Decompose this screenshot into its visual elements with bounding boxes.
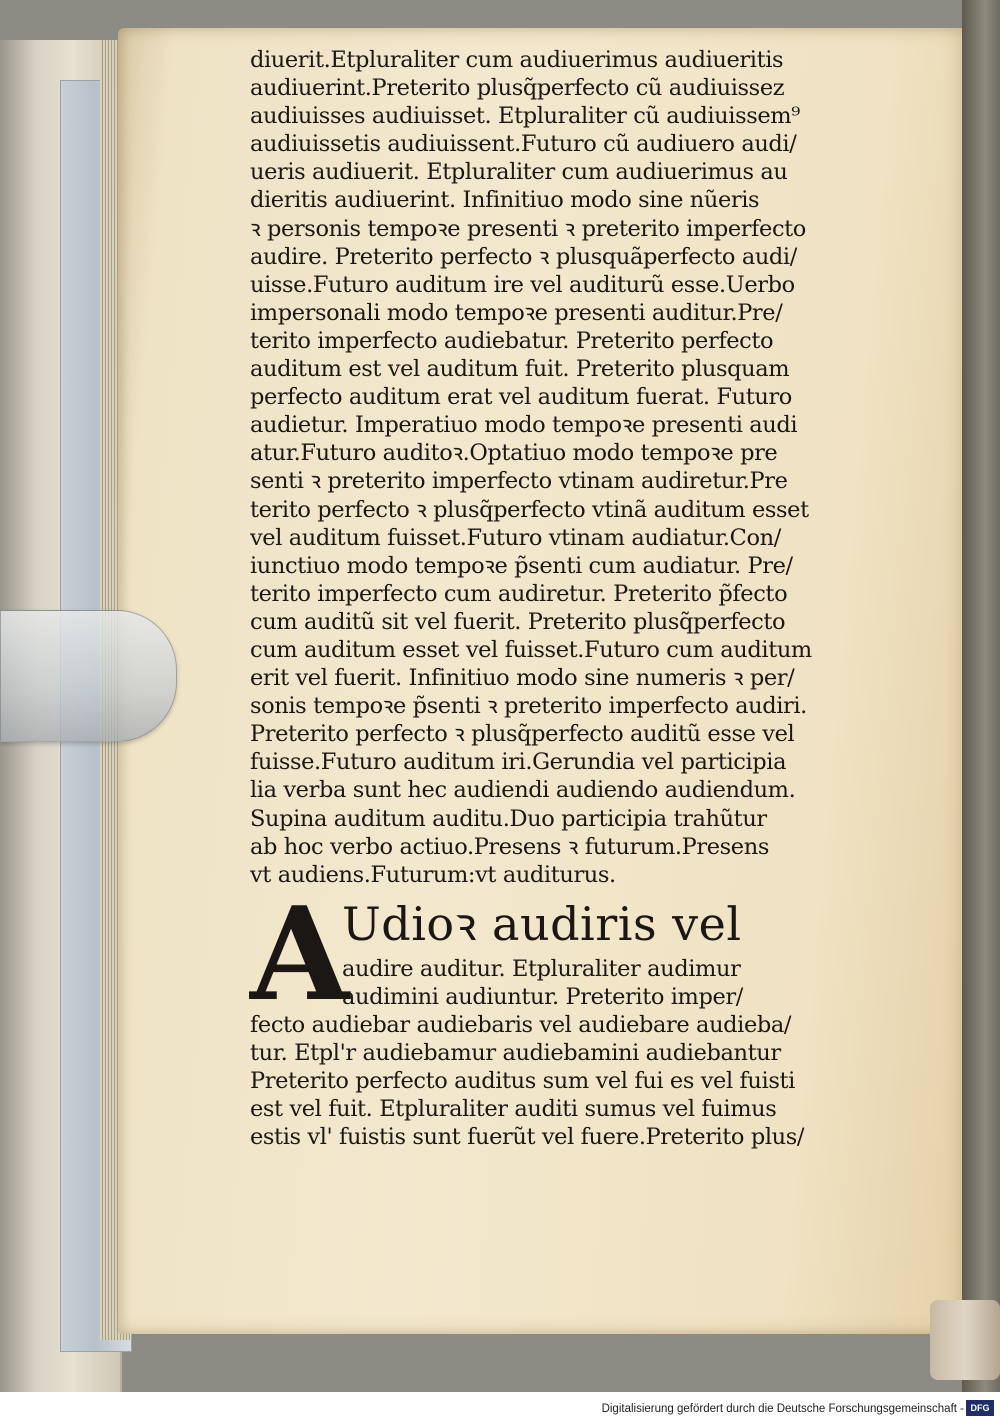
text-line: dieritis audiuerint. Infinitiuo modo sine nũeris bbox=[250, 187, 760, 214]
heading-large-line: Udioꝛ audiris vel bbox=[342, 896, 742, 951]
dfg-logo: DFG bbox=[966, 1400, 994, 1416]
text-line: terito imperfecto cum audiretur. Preterito p̃fecto bbox=[250, 580, 788, 607]
text-line: audire auditur. Etpluraliter audimur bbox=[342, 955, 741, 982]
decorated-initial: A bbox=[250, 879, 349, 1030]
text-line: audiuisses audiuisset. Etpluraliter cũ audiuissem⁹ bbox=[250, 103, 800, 130]
main-text-lines bbox=[250, 46, 878, 889]
text-line: terito perfecto ꝛ plusq̃perfecto vtinã auditum esset bbox=[250, 496, 809, 523]
text-line: Supina auditum auditu.Duo participia trahũtur bbox=[250, 805, 767, 832]
text-line: lia verba sunt hec audiendi audiendo audiendum. bbox=[250, 777, 796, 804]
text-line: iunctiuo modo tempoꝛe p̃senti cum audiatur. Pre/ bbox=[250, 552, 793, 579]
text-line: ueris audiuerit. Etpluraliter cum audiuerimus au bbox=[250, 159, 788, 186]
digitization-credit: Digitalisierung gefördert durch die Deutsche Forschungsgemeinschaft - bbox=[601, 1403, 964, 1415]
book-gutter-edge bbox=[962, 0, 1000, 1392]
text-line: audiuerint.Preterito plusq̃perfecto cũ audiuissez bbox=[250, 75, 785, 102]
text-line: audietur. Imperatiuo modo tempoꝛe presenti audi bbox=[250, 412, 798, 439]
spine-strap bbox=[930, 1300, 1000, 1380]
page-text bbox=[250, 46, 878, 1151]
text-line: erit vel fuerit. Infinitiuo modo sine numeris ꝛ per/ bbox=[250, 665, 795, 692]
text-line: fuisse.Futuro auditum iri.Gerundia vel participia bbox=[250, 749, 787, 776]
text-line: atur.Futuro auditoꝛ.Optatiuo modo tempoꝛe pre bbox=[250, 440, 778, 467]
text-line: sonis tempoꝛe p̃senti ꝛ preterito imperfecto audiri. bbox=[250, 693, 807, 720]
trailing-text-lines bbox=[250, 1011, 878, 1151]
text-line: auditum est vel auditum fuit. Preterito plusquam bbox=[250, 356, 790, 383]
text-line: est vel fuit. Etpluraliter auditi sumus vel fuimus bbox=[250, 1096, 777, 1123]
text-line: senti ꝛ preterito imperfecto vtinam audiretur.Pre bbox=[250, 468, 788, 495]
text-line: cum auditum esset vel fuisset.Futuro cum auditum bbox=[250, 636, 812, 663]
text-line: ab hoc verbo actiuo.Presens ꝛ futurum.Presens bbox=[250, 833, 769, 860]
text-line: Preterito perfecto auditus sum vel fui es vel fuisti bbox=[250, 1068, 795, 1095]
text-line: vt audiens.Futurum:vt auditurus. bbox=[250, 861, 616, 888]
text-line: estis vl' fuistis sunt fuerũt vel fuere.Preterito plus/ bbox=[250, 1124, 805, 1151]
text-line: tur. Etpl'r audiebamur audiebamini audiebantur bbox=[250, 1040, 781, 1067]
text-line: ꝛ personis tempoꝛe presenti ꝛ preterito imperfecto bbox=[250, 215, 806, 242]
text-line: audiuissetis audiuissent.Futuro cũ audiuero audi/ bbox=[250, 131, 797, 158]
text-line: audimini audiuntur. Preterito imper/ bbox=[342, 983, 743, 1010]
text-line: Preterito perfecto ꝛ plusq̃perfecto auditũ esse vel bbox=[250, 721, 795, 748]
text-line: fecto audiebar audiebaris vel audiebare audieba/ bbox=[250, 1012, 792, 1038]
text-line: uisse.Futuro auditum ire vel auditurũ esse.Uerbo bbox=[250, 271, 795, 298]
text-line: impersonali modo tempoꝛe presenti auditur.Pre/ bbox=[250, 299, 783, 326]
text-line: terito imperfecto audiebatur. Preterito perfecto bbox=[250, 327, 774, 354]
text-line: diuerit.Etpluraliter cum audiuerimus audiueritis bbox=[250, 47, 784, 73]
text-line: cum auditũ sit vel fuerit. Preterito plusq̃perfecto bbox=[250, 608, 786, 635]
glass-page-clip bbox=[0, 610, 177, 742]
text-line: vel auditum fuisset.Futuro vtinam audiatur.Con/ bbox=[250, 524, 781, 551]
text-line: audire. Preterito perfecto ꝛ plusquãperfecto audi/ bbox=[250, 243, 797, 270]
text-line: perfecto auditum erat vel auditum fuerat. Futuro bbox=[250, 384, 792, 411]
